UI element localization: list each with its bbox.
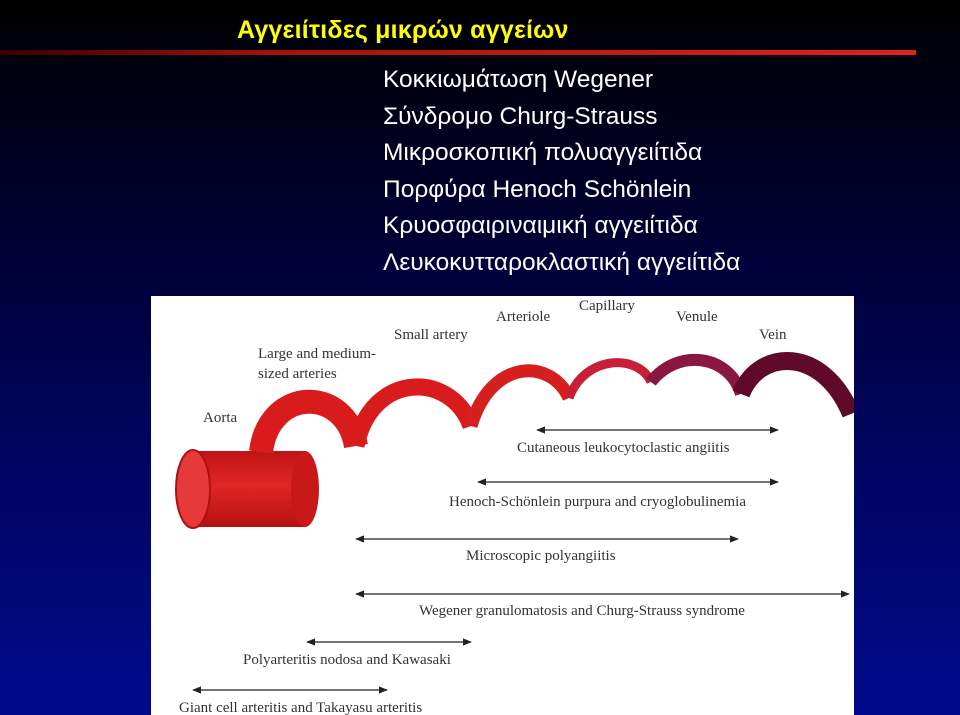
label-large-medium-arteries-line1: Large and medium- (258, 346, 377, 362)
label-small-artery: Small artery (394, 327, 468, 343)
label-aorta: Aorta (203, 410, 238, 426)
range-label-pan-kawasaki: Polyarteritis nodosa and Kawasaki (243, 652, 451, 668)
medium-artery-arch (356, 387, 471, 446)
vessel-size-figure (151, 296, 854, 715)
slide-title: Αγγειίτιδες μικρών αγγείων (237, 16, 569, 44)
range-label-mpa: Microscopic polyangiitis (466, 548, 616, 564)
label-venule: Venule (676, 309, 718, 325)
arteriole-arch (569, 363, 651, 398)
large-artery-arch (261, 402, 356, 452)
bullet-list (383, 62, 740, 281)
range-label-cutaneous: Cutaneous leukocytoclastic angiitis (517, 440, 730, 456)
bullet-item: Μικροσκοπική πολυαγγειίτιδα (383, 139, 703, 166)
small-artery-arch (471, 371, 569, 426)
title-divider (0, 50, 916, 55)
bullet-item: Πορφύρα Henoch Schönlein (383, 175, 692, 203)
bullet-item: Κρυοσφαιριναιμική αγγειίτιδα (383, 212, 698, 239)
aorta-shape (176, 450, 319, 528)
label-capillary: Capillary (579, 298, 635, 314)
label-large-medium-arteries-line2: sized arteries (258, 366, 337, 382)
label-vein: Vein (759, 327, 787, 343)
range-label-hsp-cryo: Henoch-Schönlein purpura and cryoglobulinemia (449, 494, 746, 510)
venule-arch (741, 361, 851, 414)
capillary-arch (651, 360, 741, 394)
range-label-wegener-css: Wegener granulomatosis and Churg-Strauss syndrome (419, 603, 745, 619)
range-label-gca-takayasu: Giant cell arteritis and Takayasu arteritis (179, 700, 423, 715)
label-arteriole: Arteriole (496, 309, 551, 325)
bullet-item: Κοκκιωμάτωση Wegener (383, 66, 654, 93)
bullet-item: Λευκοκυτταροκλαστική αγγειίτιδα (383, 248, 741, 276)
bullet-item: Σύνδρομο Churg-Strauss (383, 102, 658, 130)
